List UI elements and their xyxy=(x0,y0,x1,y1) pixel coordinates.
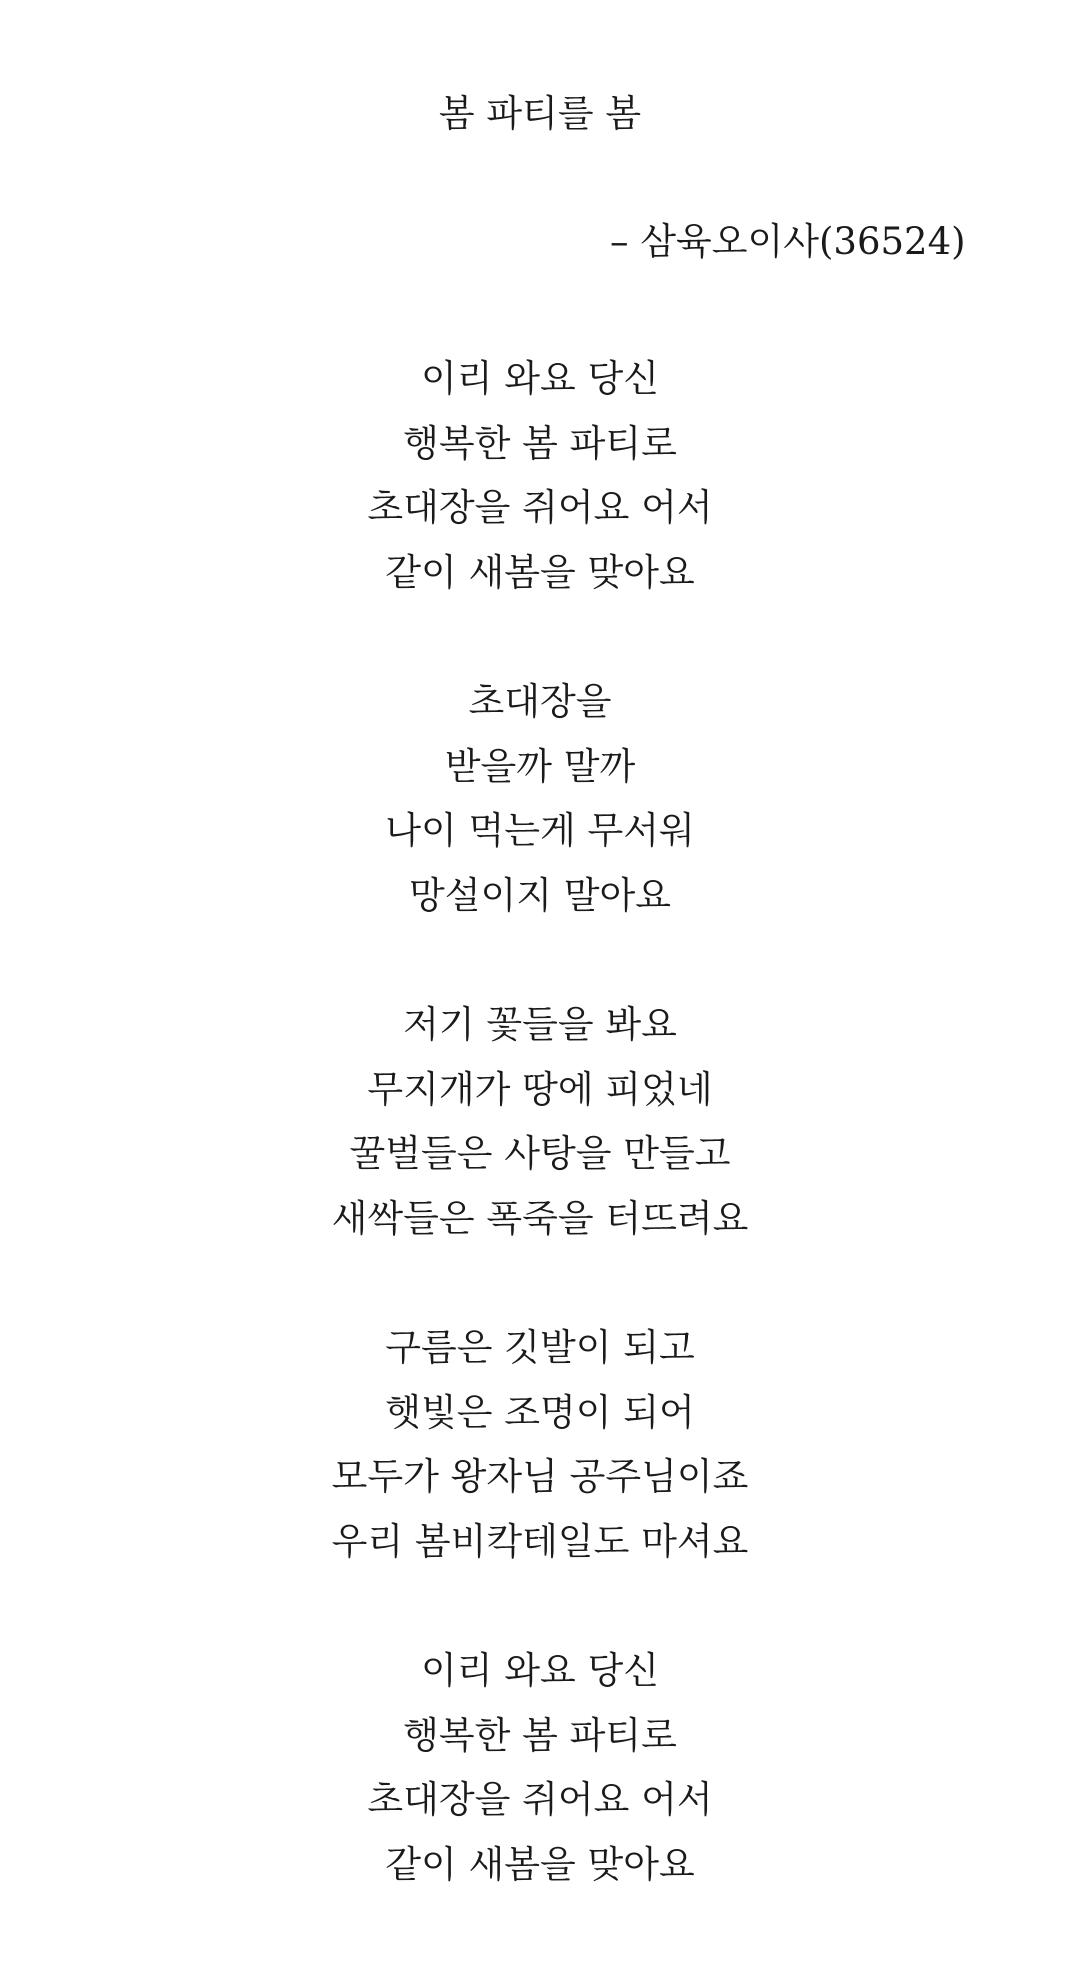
poem-line: 초대장을 xyxy=(468,680,612,723)
poem-line: 이리 와요 당신 xyxy=(421,357,659,400)
poem-line: 저기 꽃들을 봐요 xyxy=(403,1003,677,1046)
poem-line: 우리 봄비칵테일도 마셔요 xyxy=(331,1519,749,1563)
poem-line: 초대장을 쥐어요 어서 xyxy=(367,486,713,529)
poem-line: 행복한 봄 파티로 xyxy=(403,1713,677,1757)
poem-line: 행복한 봄 파티로 xyxy=(403,421,677,465)
poem-line: 새싹들은 폭죽을 터뜨려요 xyxy=(331,1196,749,1240)
poem-author: – 삼육오이사(36524) xyxy=(610,220,966,263)
stanza-4 xyxy=(0,1316,1080,1574)
poem-line: 꿀벌들은 사탕을 만들고 xyxy=(349,1132,731,1175)
stanza-3 xyxy=(0,993,1080,1251)
poem-line: 받을까 말까 xyxy=(444,744,636,788)
poem-line: 구름은 깃발이 되고 xyxy=(385,1326,695,1369)
poem-line: 같이 새봄을 맞아요 xyxy=(385,1842,695,1886)
poem-line: 모두가 왕자님 공주님이죠 xyxy=(331,1455,749,1498)
stanza-1 xyxy=(0,347,1080,605)
poem-title: 봄 파티를 봄 xyxy=(438,92,642,135)
poem-line: 나이 먹는게 무서워 xyxy=(385,809,695,852)
poem-line: 무지개가 땅에 피었네 xyxy=(367,1067,713,1111)
poem-line: 망설이지 말아요 xyxy=(409,873,671,917)
poem-line: 햇빛은 조명이 되어 xyxy=(385,1390,695,1434)
stanza-2 xyxy=(0,670,1080,928)
stanza-5 xyxy=(0,1639,1080,1897)
poem-line: 이리 와요 당신 xyxy=(421,1649,659,1692)
poem-body xyxy=(0,347,1080,1962)
poem-line: 초대장을 쥐어요 어서 xyxy=(367,1778,713,1821)
poem-line: 같이 새봄을 맞아요 xyxy=(385,550,695,594)
